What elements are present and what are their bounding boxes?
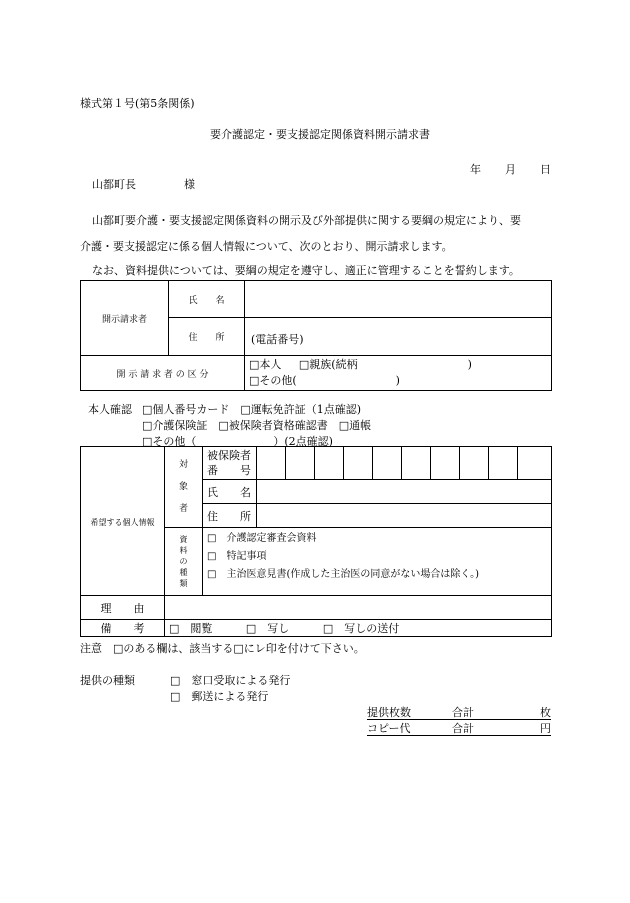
insured-digit[interactable]	[257, 447, 286, 480]
copy-row	[367, 720, 551, 736]
requester-table	[80, 280, 552, 391]
personal-info-section-label: 希望する個人情報	[81, 447, 165, 596]
material-option-special-notes[interactable]: □ 特記事項	[207, 551, 267, 562]
intro-line-2: 介護・要支援認定に係る個人情報について、次のとおり、開示請求します。	[80, 240, 453, 253]
requester-section-label: 開示請求者	[81, 281, 169, 356]
target-address-label: 住 所	[203, 504, 257, 528]
target-name-label: 氏 名	[203, 480, 257, 504]
sheets-total-label: 合計	[452, 706, 474, 719]
material-option-doctor-opinion[interactable]: □ 主治医意見書(作成した主治医の同意がない場合は除く。)	[207, 569, 480, 580]
provision-counter-checkbox[interactable]: □ 窓口受取による発行	[170, 674, 291, 687]
sheets-label: 提供枚数	[367, 706, 411, 719]
identity-line-1[interactable]: □個人番号カード □運転免許証（1点確認)	[142, 403, 362, 416]
intro-line-3: なお、資料提供については、要綱の規定を遵守し、適正に管理することを誓約します。	[92, 264, 520, 277]
remarks-label: 備 考	[81, 620, 165, 637]
copy-total-label: 合計	[452, 722, 474, 735]
requester-address-field[interactable]	[245, 318, 552, 356]
sheets-unit: 枚	[540, 706, 551, 719]
requester-address-label: 住 所	[169, 318, 245, 356]
sheets-row	[367, 704, 551, 720]
insured-digit[interactable]	[315, 447, 344, 480]
page-title: 要介護認定・要支援認定関係資料開示請求書	[210, 128, 430, 141]
personal-info-table	[80, 446, 552, 637]
insured-digit[interactable]	[489, 447, 518, 480]
category-self-checkbox[interactable]: □本人	[249, 358, 282, 371]
insured-digit[interactable]	[286, 447, 315, 480]
target-person-label: 対象者	[165, 447, 203, 528]
insured-number-label: 被保険者 番 号	[203, 447, 257, 480]
date-day: 日	[540, 163, 551, 176]
reason-field[interactable]	[165, 596, 552, 620]
material-type-label: 資料の種類	[165, 528, 203, 596]
insured-digit[interactable]	[460, 447, 489, 480]
addressee-honorific: 様	[184, 178, 195, 191]
target-address-field[interactable]	[257, 504, 552, 528]
identity-line-2[interactable]: □介護保険証 □被保険者資格確認書 □通帳	[142, 419, 372, 432]
identity-label: 本人確認	[88, 403, 132, 416]
remarks-copy-checkbox[interactable]: □ 写し	[245, 622, 290, 635]
requester-category-options[interactable]	[245, 356, 552, 391]
category-other-checkbox[interactable]: □その他( )	[249, 374, 400, 387]
phone-label: (電話番号)	[251, 333, 304, 346]
insured-digit[interactable]	[373, 447, 402, 480]
copy-label: コピー代	[367, 722, 411, 735]
remarks-copy-mail-checkbox[interactable]: □ 写しの送付	[322, 622, 400, 635]
target-name-field[interactable]	[257, 480, 552, 504]
identity-line-3[interactable]: □その他（ ）(2点確認)	[142, 435, 333, 448]
insured-digit[interactable]	[344, 447, 373, 480]
addressee-name: 山都町長	[92, 178, 136, 191]
provision-mail-checkbox[interactable]: □ 郵送による発行	[170, 690, 269, 703]
intro-line-1: 山都町要介護・要支援認定関係資料の開示及び外部提供に関する要綱の規定により、要	[92, 214, 521, 227]
material-option-review-board[interactable]: □ 介護認定審査会資料	[207, 533, 317, 544]
category-relative-checkbox[interactable]: □親族(続柄 )	[298, 358, 472, 371]
insured-digit[interactable]	[518, 447, 552, 480]
note: 注意 □のある欄は、該当する□にレ印を付けて下さい。	[80, 642, 365, 655]
requester-name-label: 氏 名	[169, 281, 245, 318]
date-month: 月	[505, 163, 516, 176]
date-year: 年	[470, 163, 481, 176]
reason-label: 理 由	[81, 596, 165, 620]
copy-unit: 円	[540, 722, 551, 735]
remarks-view-checkbox[interactable]: □ 閲覧	[169, 622, 213, 635]
insured-digit[interactable]	[431, 447, 460, 480]
insured-digit[interactable]	[402, 447, 431, 480]
provision-label: 提供の種類	[80, 674, 135, 687]
requester-name-field[interactable]	[245, 281, 552, 318]
material-options[interactable]	[203, 528, 552, 596]
form-number: 様式第１号(第5条関係)	[80, 97, 195, 110]
remarks-options[interactable]	[165, 620, 552, 637]
requester-category-label: 開 示 請 求 者 の 区 分	[81, 356, 245, 391]
